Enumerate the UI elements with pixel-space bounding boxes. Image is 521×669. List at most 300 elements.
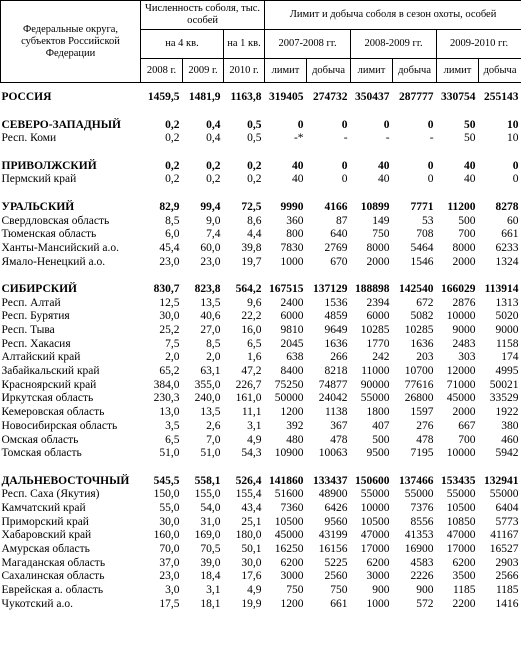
value-cell: 132941 — [484, 474, 519, 487]
value-cell: 350437 — [355, 91, 390, 104]
value-cell: 19,9 — [241, 597, 262, 610]
value-cell: 31,0 — [200, 515, 221, 528]
value-cell: 6,5 — [165, 433, 180, 446]
value-cell: 17000 — [446, 543, 476, 556]
value-cell: 0,2 — [165, 173, 180, 186]
value-cell: 11000 — [361, 365, 390, 378]
region-name: Кемеровская область — [1, 406, 105, 419]
value-cell: 3,5 — [165, 419, 180, 432]
value-cell: 41353 — [404, 529, 434, 542]
value-cell: 30,0 — [241, 556, 262, 569]
value-cell: 6,0 — [165, 228, 180, 241]
value-cell: 1185 — [495, 584, 519, 597]
table-row — [1, 543, 521, 557]
value-cell: - — [429, 132, 434, 145]
value-cell: 47,2 — [241, 365, 262, 378]
spacer-cell — [1, 146, 521, 160]
value-cell: 3,1 — [206, 584, 221, 597]
value-cell: 63,1 — [200, 365, 221, 378]
value-cell: 0,2 — [165, 132, 180, 145]
value-cell: 10899 — [360, 200, 390, 213]
value-cell: 12000 — [446, 365, 476, 378]
value-cell: 6000 — [280, 310, 304, 323]
value-cell: 16900 — [404, 543, 434, 556]
value-cell: 0 — [383, 118, 390, 131]
table-row — [1, 337, 521, 351]
value-cell: 150600 — [355, 474, 390, 487]
value-cell: 45,4 — [159, 241, 180, 254]
spacer-cell — [1, 461, 521, 475]
table-row — [1, 324, 521, 338]
value-cell: 60 — [507, 214, 519, 227]
value-cell: 667 — [458, 419, 476, 432]
value-cell: 0,2 — [247, 173, 262, 186]
district-total-row — [1, 201, 521, 215]
value-cell: 4166 — [324, 200, 348, 213]
value-cell: 0 — [512, 159, 519, 172]
value-cell: 2769 — [324, 241, 348, 254]
value-cell: 9,0 — [206, 214, 221, 227]
value-cell: 18,4 — [200, 570, 221, 583]
value-cell: 167515 — [269, 282, 304, 295]
value-cell: 9000 — [452, 324, 476, 337]
value-cell: 1313 — [495, 296, 519, 309]
value-cell: 478 — [416, 433, 434, 446]
value-cell: 51600 — [274, 488, 304, 501]
value-cell: 330754 — [441, 91, 476, 104]
year-header-2008: 2008 г. — [141, 59, 183, 83]
value-cell: 188898 — [355, 282, 390, 295]
value-cell: 7830 — [280, 241, 304, 254]
table-row — [1, 296, 521, 310]
region-name: Чукотский а.о. — [1, 597, 73, 610]
value-cell: 8278 — [495, 200, 519, 213]
value-cell: 55,0 — [159, 501, 180, 514]
region-name: Забайкальский край — [1, 365, 100, 378]
value-cell: 60,0 — [200, 241, 221, 254]
row-spacer — [1, 146, 521, 160]
value-cell: 1,6 — [247, 351, 262, 364]
value-cell: 2000 — [366, 255, 390, 268]
value-cell: 661 — [501, 228, 519, 241]
value-cell: 47000 — [446, 529, 476, 542]
value-cell: 750 — [372, 228, 390, 241]
value-cell: 7,0 — [206, 433, 221, 446]
season-header-2: 2008-2009 гг. — [351, 30, 437, 59]
value-cell: 0,4 — [206, 132, 221, 145]
value-cell: 7,4 — [206, 228, 221, 241]
value-cell: 8,5 — [165, 214, 180, 227]
value-cell: 367 — [330, 419, 348, 432]
value-cell: 700 — [458, 433, 476, 446]
value-cell: 55000 — [446, 488, 476, 501]
table-row — [1, 488, 521, 502]
value-cell: 50000 — [274, 392, 304, 405]
value-cell: 99,4 — [200, 200, 221, 213]
value-cell: 8000 — [452, 241, 476, 254]
region-name: Респ. Тыва — [1, 324, 55, 337]
value-cell: 558,1 — [194, 474, 221, 487]
value-cell: 0,5 — [247, 132, 262, 145]
table-body — [1, 91, 521, 611]
value-cell: 6233 — [495, 241, 519, 254]
value-cell: 1200 — [280, 406, 304, 419]
value-cell: 10063 — [318, 447, 348, 460]
value-cell: 87 — [336, 214, 348, 227]
value-cell: 4995 — [495, 365, 519, 378]
region-name: Сахалинская область — [1, 570, 105, 583]
value-cell: 360 — [286, 214, 304, 227]
value-cell: 2226 — [410, 570, 434, 583]
value-cell: 13,5 — [200, 406, 221, 419]
limit-group-header: Лимит и добыча соболя в сезон охоты, особей — [265, 1, 521, 30]
value-cell: 2000 — [452, 406, 476, 419]
value-cell: 1546 — [410, 255, 434, 268]
value-cell: 478 — [330, 433, 348, 446]
region-name: Томская область — [1, 447, 82, 460]
value-cell: 54,3 — [241, 447, 262, 460]
value-cell: 240,0 — [194, 392, 221, 405]
value-cell: 0,2 — [206, 173, 221, 186]
table-row — [1, 132, 521, 146]
catch-header: добыча — [307, 59, 351, 83]
value-cell: 40 — [464, 159, 476, 172]
population-group-header: Численность соболя, тыс. особей — [141, 1, 265, 30]
value-cell: 5464 — [410, 241, 434, 254]
value-cell: 8218 — [324, 365, 348, 378]
value-cell: 160,0 — [153, 529, 180, 542]
value-cell: 5225 — [324, 556, 348, 569]
value-cell: 9810 — [280, 324, 304, 337]
value-cell: 0,5 — [247, 118, 262, 131]
header-gap — [1, 83, 521, 92]
value-cell: 0,2 — [206, 159, 221, 172]
value-cell: 9649 — [324, 324, 348, 337]
district-total-row — [1, 91, 521, 105]
value-cell: 2,0 — [165, 351, 180, 364]
value-cell: 10285 — [404, 324, 434, 337]
spacer-cell — [1, 269, 521, 283]
value-cell: 6200 — [366, 556, 390, 569]
value-cell: 137129 — [313, 282, 348, 295]
value-cell: 2,0 — [206, 351, 221, 364]
value-cell: 74877 — [318, 378, 348, 391]
value-cell: 45000 — [274, 529, 304, 542]
table-row — [1, 584, 521, 598]
value-cell: 5773 — [495, 515, 519, 528]
region-name: Ханты-Мансийский а.о. — [1, 241, 120, 254]
value-cell: 70,0 — [159, 543, 180, 556]
value-cell: 153435 — [441, 474, 476, 487]
value-cell: 6000 — [366, 310, 390, 323]
table-row — [1, 378, 521, 392]
value-cell: 1324 — [495, 255, 519, 268]
region-name: Камчатский край — [1, 501, 86, 514]
spacer-cell — [1, 105, 521, 119]
value-cell: 10 — [507, 118, 519, 131]
season-header-1: 2007-2008 гг. — [265, 30, 351, 59]
value-cell: 23,0 — [159, 570, 180, 583]
value-cell: 1922 — [495, 406, 519, 419]
value-cell: 266 — [330, 351, 348, 364]
value-cell: 6404 — [495, 501, 519, 514]
value-cell: 30,0 — [159, 310, 180, 323]
value-cell: 7195 — [410, 447, 434, 460]
value-cell: 0 — [427, 159, 434, 172]
value-cell: 5082 — [410, 310, 434, 323]
value-cell: 90000 — [360, 378, 390, 391]
value-cell: 230,3 — [153, 392, 180, 405]
value-cell: 25,2 — [159, 324, 180, 337]
value-cell: 8,5 — [206, 337, 221, 350]
table-row — [1, 242, 521, 256]
value-cell: 0,2 — [247, 159, 262, 172]
value-cell: 1138 — [324, 406, 348, 419]
value-cell: 50,1 — [241, 543, 262, 556]
table-row — [1, 173, 521, 187]
value-cell: 137466 — [399, 474, 434, 487]
value-cell: 355,0 — [194, 378, 221, 391]
q1-header: на 1 кв. — [224, 30, 265, 59]
value-cell: 380 — [501, 419, 519, 432]
value-cell: 2560 — [324, 570, 348, 583]
value-cell: 30,0 — [159, 515, 180, 528]
region-name: Респ. Алтай — [1, 296, 61, 309]
value-cell: 9,6 — [247, 296, 262, 309]
value-cell: 2200 — [452, 597, 476, 610]
region-name: Приморский край — [1, 515, 89, 528]
value-cell: 24042 — [318, 392, 348, 405]
value-cell: 0,2 — [165, 159, 180, 172]
region-name: Пермский край — [1, 173, 77, 186]
value-cell: 54,0 — [200, 501, 221, 514]
table-row — [1, 447, 521, 461]
value-cell: 50 — [464, 118, 476, 131]
region-name: Еврейская а. область — [1, 584, 104, 597]
value-cell: 10000 — [446, 310, 476, 323]
value-cell: 303 — [458, 351, 476, 364]
table-row — [1, 310, 521, 324]
value-cell: 526,4 — [235, 474, 262, 487]
value-cell: 6200 — [452, 556, 476, 569]
value-cell: 4,9 — [247, 433, 262, 446]
value-cell: 255143 — [484, 91, 519, 104]
value-cell: 3000 — [280, 570, 304, 583]
district-total-row — [1, 283, 521, 297]
value-cell: 4859 — [324, 310, 348, 323]
value-cell: 150,0 — [153, 488, 180, 501]
value-cell: 166029 — [441, 282, 476, 295]
region-name: Красноярский край — [1, 378, 97, 391]
value-cell: 1158 — [495, 337, 519, 350]
row-spacer — [1, 105, 521, 119]
value-cell: 12,5 — [159, 296, 180, 309]
value-cell: 407 — [372, 419, 390, 432]
value-cell: 0 — [427, 118, 434, 131]
value-cell: 564,2 — [235, 282, 262, 295]
region-name: Респ. Бурятия — [1, 310, 70, 323]
value-cell: 10000 — [360, 501, 390, 514]
limit-header: лимит — [437, 59, 479, 83]
catch-header: добыча — [393, 59, 437, 83]
value-cell: 40,6 — [200, 310, 221, 323]
value-cell: 823,8 — [194, 282, 221, 295]
table-row — [1, 433, 521, 447]
value-cell: 8556 — [410, 515, 434, 528]
region-name: Амурская область — [1, 543, 90, 556]
catch-header: добыча — [479, 59, 521, 83]
value-cell: 1597 — [410, 406, 434, 419]
value-cell: 72,5 — [241, 200, 262, 213]
value-cell: 2000 — [452, 255, 476, 268]
table-row — [1, 365, 521, 379]
value-cell: 17,6 — [241, 570, 262, 583]
region-name: ДАЛЬНЕВОСТОЧНЫЙ — [1, 474, 130, 487]
value-cell: 10500 — [446, 501, 476, 514]
spacer-cell — [1, 187, 521, 201]
value-cell: 900 — [372, 584, 390, 597]
value-cell: 700 — [458, 228, 476, 241]
table-row — [1, 351, 521, 365]
value-cell: 4,9 — [247, 584, 262, 597]
district-total-row — [1, 159, 521, 173]
value-cell: 16,0 — [241, 324, 262, 337]
region-name: Магаданская область — [1, 556, 106, 569]
table-row — [1, 529, 521, 543]
value-cell: 174 — [501, 351, 519, 364]
value-cell: 77616 — [404, 378, 434, 391]
value-cell: 6,5 — [247, 337, 262, 350]
limit-header: лимит — [265, 59, 307, 83]
value-cell: 8000 — [366, 241, 390, 254]
value-cell: 1163,8 — [230, 91, 262, 104]
table-row — [1, 502, 521, 516]
value-cell: 161,0 — [235, 392, 262, 405]
row-spacer — [1, 461, 521, 475]
value-cell: 37,0 — [159, 556, 180, 569]
value-cell: 53 — [422, 214, 434, 227]
value-cell: 708 — [416, 228, 434, 241]
value-cell: 10500 — [274, 515, 304, 528]
value-cell: 9500 — [366, 447, 390, 460]
region-name: Свердловская область — [1, 214, 110, 227]
value-cell: 638 — [286, 351, 304, 364]
value-cell: 5942 — [495, 447, 519, 460]
value-cell: 39,0 — [200, 556, 221, 569]
value-cell: 40 — [378, 173, 390, 186]
value-cell: 50021 — [489, 378, 519, 391]
value-cell: 1185 — [452, 584, 476, 597]
value-cell: 1636 — [324, 337, 348, 350]
table-row — [1, 570, 521, 584]
value-cell: 670 — [330, 255, 348, 268]
value-cell: 51,0 — [159, 447, 180, 460]
value-cell: 830,7 — [153, 282, 180, 295]
value-cell: 10700 — [404, 365, 434, 378]
value-cell: 55000 — [360, 488, 390, 501]
value-cell: 274732 — [313, 91, 348, 104]
value-cell: 800 — [286, 228, 304, 241]
value-cell: 7360 — [280, 501, 304, 514]
value-cell: 180,0 — [235, 529, 262, 542]
value-cell: 5020 — [495, 310, 519, 323]
region-name: СЕВЕРО-ЗАПАДНЫЙ — [1, 118, 121, 131]
table-row — [1, 255, 521, 269]
value-cell: 16527 — [489, 543, 519, 556]
value-cell: 750 — [330, 584, 348, 597]
value-cell: 287777 — [399, 91, 434, 104]
value-cell: 9560 — [324, 515, 348, 528]
value-cell: 48900 — [318, 488, 348, 501]
region-name: Иркутская область — [1, 392, 94, 405]
region-name: УРАЛЬСКИЙ — [1, 200, 75, 213]
value-cell: 0 — [341, 173, 348, 186]
value-cell: 7,5 — [165, 337, 180, 350]
region-name: Тюменская область — [1, 228, 97, 241]
value-cell: 2,6 — [206, 419, 221, 432]
value-cell: 33529 — [489, 392, 519, 405]
value-cell: 10850 — [446, 515, 476, 528]
value-cell: 2876 — [452, 296, 476, 309]
limit-header: лимит — [351, 59, 393, 83]
value-cell: 22,2 — [241, 310, 262, 323]
value-cell: 113914 — [484, 282, 519, 295]
value-cell: 55000 — [404, 488, 434, 501]
table-row — [1, 556, 521, 570]
region-column-header: Федеральные округа, субъектов Российской Федерации — [1, 1, 141, 83]
value-cell: 10000 — [446, 447, 476, 460]
value-cell: 8400 — [280, 365, 304, 378]
value-cell: 6200 — [280, 556, 304, 569]
value-cell: 0 — [427, 173, 434, 186]
value-cell: 26800 — [404, 392, 434, 405]
region-name: Алтайский край — [1, 351, 81, 364]
value-cell: 900 — [416, 584, 434, 597]
value-cell: 0 — [341, 118, 348, 131]
value-cell: 27,0 — [200, 324, 221, 337]
value-cell: 169,0 — [194, 529, 221, 542]
value-cell: 133437 — [313, 474, 348, 487]
value-cell: 0 — [512, 173, 519, 186]
value-cell: 460 — [501, 433, 519, 446]
value-cell: 7771 — [410, 200, 434, 213]
value-cell: 25,1 — [241, 515, 262, 528]
value-cell: 500 — [458, 214, 476, 227]
value-cell: 9990 — [280, 200, 304, 213]
year-header-2009: 2009 г. — [183, 59, 224, 83]
value-cell: 82,9 — [159, 200, 180, 213]
table-row — [1, 406, 521, 420]
value-cell: 661 — [330, 597, 348, 610]
value-cell: 1536 — [324, 296, 348, 309]
value-cell: 1459,5 — [147, 91, 180, 104]
value-cell: 70,5 — [200, 543, 221, 556]
year-header-2010: 2010 г. — [224, 59, 265, 83]
value-cell: 392 — [286, 419, 304, 432]
value-cell: 2483 — [452, 337, 476, 350]
table-row — [1, 597, 521, 611]
value-cell: 0 — [341, 159, 348, 172]
value-cell: 2903 — [495, 556, 519, 569]
value-cell: 203 — [416, 351, 434, 364]
region-name: ПРИВОЛЖСКИЙ — [1, 159, 97, 172]
value-cell: 2394 — [366, 296, 390, 309]
value-cell: 545,5 — [153, 474, 180, 487]
region-name: РОССИЯ — [1, 91, 52, 104]
value-cell: 10 — [507, 132, 519, 145]
value-cell: 276 — [416, 419, 434, 432]
value-cell: 142540 — [399, 282, 434, 295]
